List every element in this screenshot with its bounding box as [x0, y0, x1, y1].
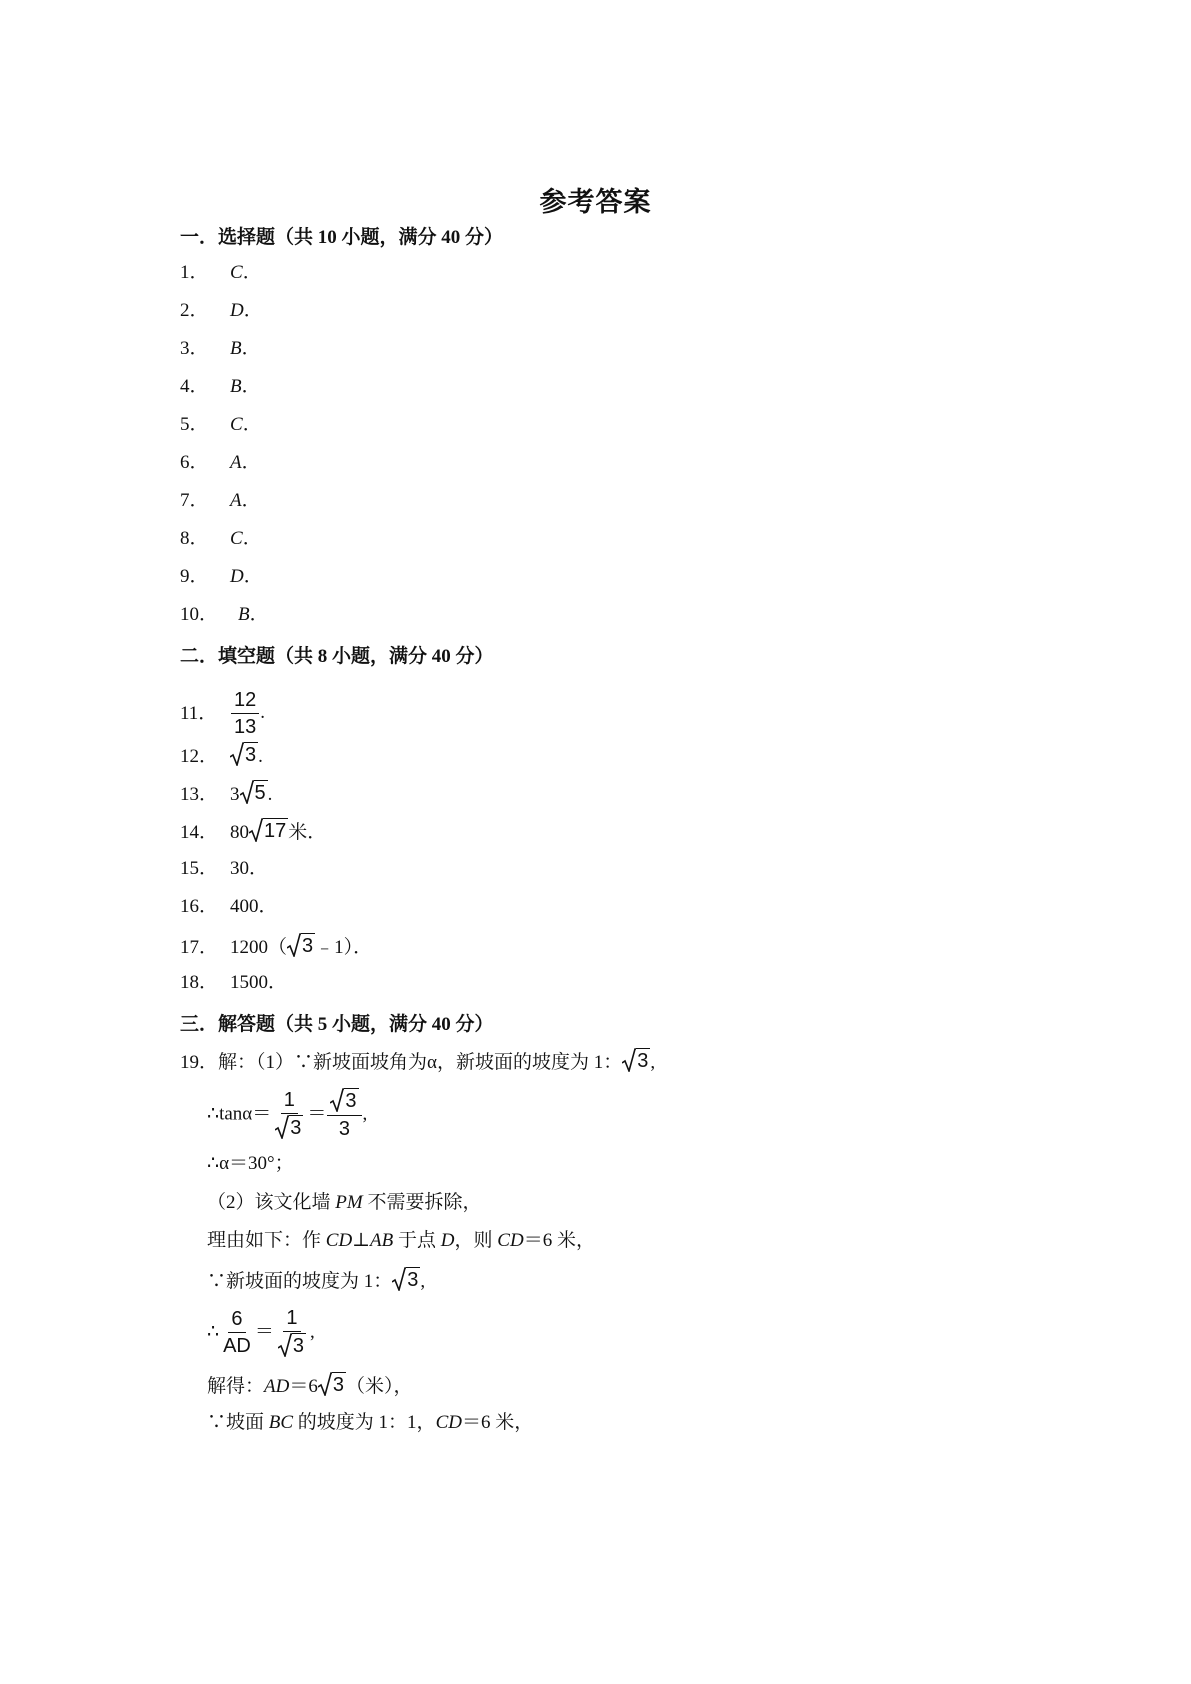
- fill-answer-17: [180, 933, 372, 960]
- answer-letter: C: [230, 528, 243, 549]
- radicand: 3: [407, 1269, 419, 1291]
- solution-text: ，则: [454, 1230, 498, 1251]
- fill-answer-14: [180, 818, 326, 845]
- choice-answer-8: 8． C．: [180, 528, 262, 549]
- radical-sign-icon: [318, 1372, 332, 1396]
- question-number: 18．: [180, 972, 219, 993]
- square-root: [392, 1267, 420, 1291]
- punctuation: ,: [650, 1052, 656, 1073]
- square-root: [240, 780, 268, 804]
- radical-sign-icon: [275, 1115, 289, 1139]
- choice-answer-10: 10． B．: [180, 604, 269, 625]
- question-number: 10．: [180, 604, 219, 625]
- choice-answer-4: 4． B．: [180, 376, 261, 397]
- solution-text: 于点: [393, 1230, 441, 1251]
- choice-answer-6: 6． A．: [180, 452, 261, 473]
- square-root: [275, 1115, 303, 1139]
- square-root: [330, 1088, 358, 1112]
- math-variable: AD: [264, 1376, 290, 1397]
- solution-text: ∵新坡面的坡度为 1：: [207, 1271, 393, 1292]
- solution-line-3: ∴α＝30°；: [207, 1153, 294, 1174]
- page-title: 参考答案: [539, 187, 652, 217]
- equals-sign: ＝: [254, 1321, 274, 1343]
- radical-sign-icon: [287, 933, 301, 957]
- punctuation: .: [260, 701, 265, 723]
- answer-letter: A: [230, 490, 242, 511]
- square-root: [287, 933, 315, 957]
- radical-sign-icon: [330, 1088, 344, 1112]
- punctuation: .: [267, 784, 273, 805]
- answer-value: 1500．: [230, 972, 288, 993]
- answer-letter: D: [230, 300, 244, 321]
- question-number: 1．: [180, 262, 209, 283]
- fraction-denominator: 13: [234, 716, 257, 738]
- question-number: 13．: [180, 784, 219, 805]
- math-variable: D: [440, 1230, 455, 1251]
- therefore-symbol: ∴: [207, 1321, 220, 1343]
- question-number: 12．: [180, 746, 219, 767]
- solution-text: （2）该文化墙: [207, 1192, 336, 1213]
- fraction-denominator: 3: [338, 1118, 351, 1140]
- solution-line-4: [207, 1191, 481, 1215]
- math-variable: CD: [325, 1230, 353, 1251]
- solution-line-2: [207, 1088, 367, 1141]
- solution-text: ∴tanα＝: [207, 1103, 272, 1125]
- radicand: 5: [254, 782, 266, 804]
- solution-line-5: [207, 1229, 595, 1253]
- square-root: [318, 1372, 346, 1396]
- answer-letter: C: [230, 414, 243, 435]
- solution-text: 不需要拆除，: [362, 1192, 482, 1213]
- question-number: 3．: [180, 338, 209, 359]
- fraction: [275, 1306, 309, 1359]
- solution-text: ＝6: [289, 1376, 318, 1397]
- solution-text: 的坡度为 1：1，: [293, 1412, 436, 1433]
- question-number: 15．: [180, 858, 219, 879]
- choice-answer-2: 2． D．: [180, 300, 263, 321]
- fraction: [220, 1307, 254, 1358]
- perpendicular-symbol: ⊥: [352, 1230, 371, 1251]
- radical-sign-icon: [622, 1048, 636, 1072]
- radical-sign-icon: [278, 1333, 292, 1357]
- choice-answer-3: 3． B．: [180, 338, 261, 359]
- answer-letter: B: [230, 338, 242, 359]
- punctuation: ,: [420, 1271, 426, 1292]
- math-variable: AB: [370, 1230, 394, 1251]
- math-variable: BC: [268, 1412, 294, 1433]
- solution-text: 解得：: [207, 1376, 265, 1397]
- radicand: 3: [345, 1090, 357, 1112]
- answer-value: 30．: [230, 858, 269, 879]
- fill-answer-18: [180, 971, 287, 995]
- question-number: 4．: [180, 376, 209, 397]
- choice-answer-1: 1． C．: [180, 262, 262, 283]
- expression-prefix: 1200（: [230, 937, 288, 958]
- fraction-numerator: 1: [281, 1088, 298, 1114]
- question-number: 17．: [180, 937, 219, 958]
- fraction-numerator: 6: [228, 1307, 245, 1333]
- radicand: 3: [292, 1335, 305, 1357]
- unit: 米．: [288, 822, 327, 843]
- answer-letter: B: [230, 376, 242, 397]
- fraction-denominator: AD: [223, 1335, 251, 1357]
- radical-sign-icon: [240, 780, 254, 804]
- solution-text: ＝6 米，: [523, 1230, 595, 1251]
- fraction: [231, 688, 259, 739]
- solution-text: 理由如下：作: [207, 1230, 326, 1251]
- fraction-denominator: [275, 1332, 309, 1359]
- section-heading-choice: 一．选择题（共 10 小题，满分 40 分）: [180, 227, 504, 248]
- solution-line-7: [207, 1306, 315, 1359]
- question-number: 11．: [180, 702, 218, 724]
- punctuation: ,: [362, 1103, 368, 1125]
- solution-text: （米），: [345, 1376, 413, 1397]
- fraction-numerator: 1: [283, 1306, 300, 1332]
- solution-line-8: [207, 1372, 413, 1399]
- question-number: 14．: [180, 822, 219, 843]
- radical-sign-icon: [392, 1267, 406, 1291]
- fill-answer-13: [180, 780, 272, 807]
- solution-text: 19．解：（1）∵新坡面坡角为α，新坡面的坡度为 1：: [180, 1052, 623, 1073]
- radicand: 3: [245, 744, 257, 766]
- radicand: 3: [637, 1050, 649, 1072]
- fill-answer-12: [180, 742, 263, 769]
- punctuation: .: [258, 746, 263, 767]
- fill-answer-16: [180, 895, 278, 919]
- question-number: 9．: [180, 566, 209, 587]
- coefficient: 3: [230, 784, 240, 805]
- question-number: 8．: [180, 528, 209, 549]
- square-root: [249, 818, 288, 842]
- answer-letter: A: [230, 452, 242, 473]
- math-variable: PM: [335, 1192, 363, 1213]
- answer-letter: B: [238, 604, 250, 625]
- radicand: 3: [332, 1374, 344, 1396]
- math-variable: CD: [435, 1412, 462, 1433]
- fraction-numerator: 12: [231, 688, 259, 714]
- radicand: 3: [302, 935, 314, 957]
- choice-answer-9: 9． D．: [180, 566, 263, 587]
- choice-answer-7: 7． A．: [180, 490, 261, 511]
- solution-line-6: [207, 1267, 425, 1294]
- choice-answer-5: 5． C．: [180, 414, 262, 435]
- section-heading-fill: 二．填空题（共 8 小题，满分 40 分）: [180, 646, 494, 667]
- section-heading-solution: 三．解答题（共 5 小题，满分 40 分）: [180, 1014, 494, 1035]
- fraction-denominator: [272, 1114, 306, 1141]
- solution-text: ∵坡面: [207, 1412, 269, 1433]
- square-root: [622, 1048, 650, 1072]
- question-number: 5．: [180, 414, 209, 435]
- radicand: 3: [290, 1117, 302, 1139]
- expression-suffix: ﹣1）．: [315, 937, 373, 958]
- coefficient: 80: [230, 822, 249, 843]
- square-root: [230, 742, 258, 766]
- solution-line-1: [180, 1048, 655, 1075]
- question-number: 2．: [180, 300, 209, 321]
- math-variable: CD: [497, 1230, 524, 1251]
- fraction: [327, 1088, 361, 1141]
- fill-answer-15: [180, 857, 268, 881]
- solution-line-9: [207, 1411, 533, 1435]
- fill-answer-11: [180, 688, 265, 739]
- answer-letter: D: [230, 566, 244, 587]
- square-root: [278, 1333, 306, 1357]
- question-number: 7．: [180, 490, 209, 511]
- fraction: [272, 1088, 306, 1141]
- equals-sign: ＝: [307, 1103, 327, 1125]
- fraction-numerator: [327, 1088, 361, 1116]
- punctuation: ,: [310, 1321, 315, 1343]
- radicand: 17: [264, 820, 287, 842]
- answer-value: 400．: [230, 896, 278, 917]
- answer-letter: C: [230, 262, 243, 283]
- question-number: 16．: [180, 896, 219, 917]
- radical-sign-icon: [249, 818, 263, 842]
- radical-sign-icon: [230, 742, 244, 766]
- solution-text: ＝6 米，: [461, 1412, 534, 1433]
- question-number: 6．: [180, 452, 209, 473]
